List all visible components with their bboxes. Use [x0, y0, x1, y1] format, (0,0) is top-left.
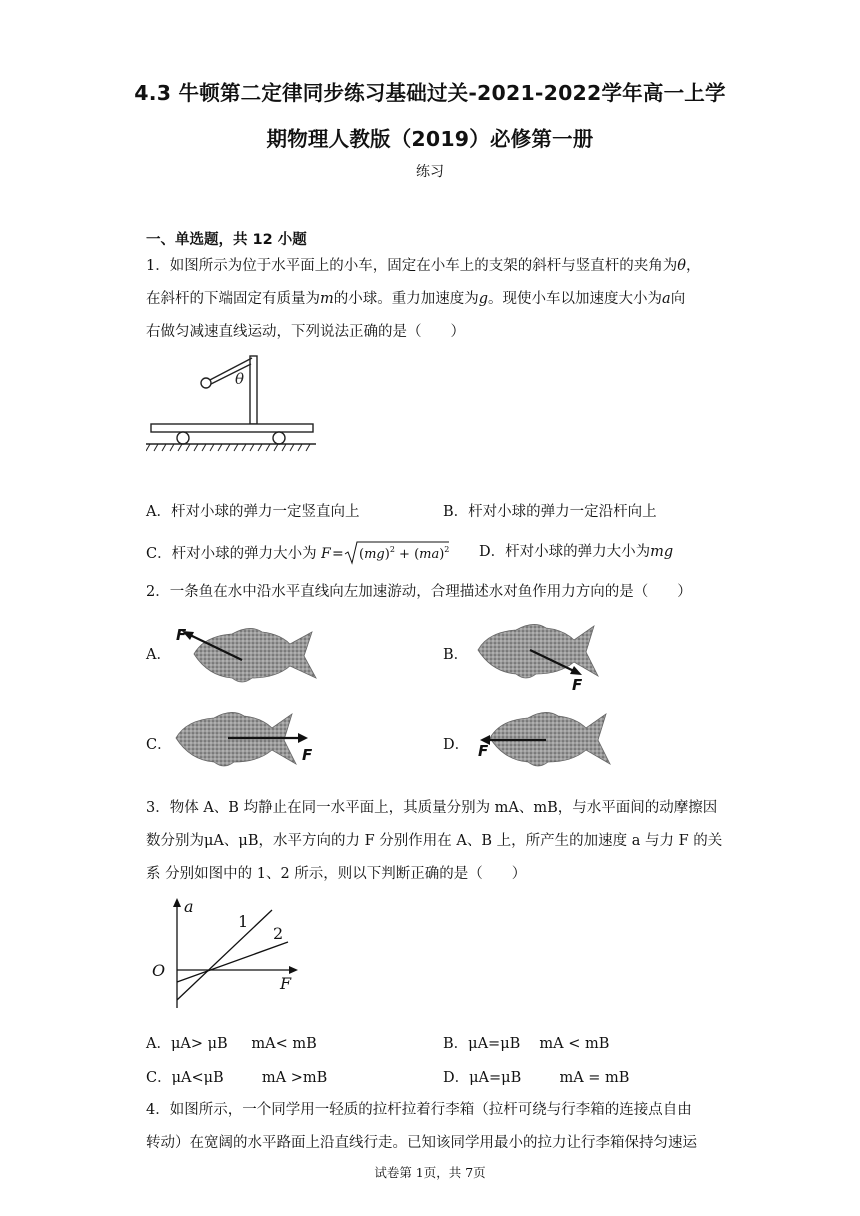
mass-symbol: m	[320, 291, 334, 307]
force-label-c: F	[302, 746, 313, 764]
q3-line-2: 数分别为μA、μB，水平方向的力 F 分别作用在 A、B 上，所产生的加速度 a 与力 F 的关	[146, 833, 723, 849]
q1-option-a: A．杆对小球的弹力一定竖直向上	[146, 504, 360, 520]
cart-figure	[146, 350, 316, 460]
q4-line-1: 4．如图所示，一个同学用一轻质的拉杆拉着行李箱（拉杆可绕与行李箱的连接点自由	[146, 1102, 692, 1118]
q1-text: 在斜杆的下端固定有质量为	[146, 291, 320, 307]
q1-text: 的小球。重力加速度为	[333, 291, 479, 307]
q1-option-d	[479, 540, 673, 561]
force-label-d: F	[478, 742, 489, 760]
q3-line-3: 系 分别如图中的 1、2 所示，则以下判断正确的是（ ）	[146, 866, 527, 882]
fish-icon	[194, 628, 316, 682]
q3-line-1: 3．物体 A、B 均静止在同一水平面上，其质量分别为 mA、mB，与水平面间的动摩擦因	[146, 800, 718, 816]
svg-text:=: =	[332, 546, 344, 562]
fish-c-figure	[172, 704, 332, 774]
q1-option-d-formula: mg	[650, 544, 674, 560]
q3-option-a: A．μA> μB mA< mB	[146, 1036, 317, 1052]
accel-symbol: a	[662, 291, 671, 307]
x-axis-label: F	[280, 974, 292, 993]
title-line-1: 4.3 牛顿第二定律同步练习基础过关-2021-2022学年高一上学	[134, 81, 726, 105]
q1-line-2	[146, 287, 685, 308]
q3-option-c: C．μA<μB mA >mB	[146, 1070, 328, 1086]
q1-option-c	[146, 540, 449, 566]
page-footer: 试卷第 1页，共 7页	[374, 1165, 486, 1180]
origin-label: O	[152, 961, 166, 980]
af-graph	[146, 896, 306, 1016]
q2-option-a: A．	[146, 647, 171, 663]
force-label-b: F	[572, 676, 583, 694]
q3-option-d: D．μA=μB mA = mB	[443, 1070, 630, 1086]
q1-option-d-text: D．杆对小球的弹力大小为	[479, 544, 651, 560]
line-1-label: 1	[238, 912, 249, 931]
section-heading: 一、单选题，共 12 小题	[146, 232, 307, 248]
svg-text:(mg)2 + (ma)2: (mg)$^2$ + (ma)$^2$	[359, 545, 450, 562]
gravity-symbol: g	[478, 291, 489, 307]
q1-option-c-formula	[321, 540, 449, 566]
q1-text: ，	[685, 258, 701, 274]
theta-symbol: θ	[677, 258, 686, 274]
fish-icon	[176, 712, 296, 766]
q2-option-c: C．	[146, 737, 172, 753]
q1-text: 1．如图所示为位于水平面上的小车，固定在小车上的支架的斜杆与竖直杆的夹角为	[146, 258, 678, 274]
q2-option-b: B．	[443, 647, 469, 663]
force-label-a: F	[176, 626, 187, 644]
q1-option-b: B．杆对小球的弹力一定沿杆向上	[443, 504, 657, 520]
title-line-2: 期物理人教版（2019）必修第一册	[266, 127, 594, 151]
theta-label: θ	[235, 370, 245, 388]
q1-option-c-text: C．杆对小球的弹力大小为	[146, 546, 317, 562]
q1-line-3: 右做匀减速直线运动，下列说法正确的是（ ）	[146, 324, 465, 340]
svg-text:F: F	[321, 546, 331, 562]
fish-d-figure	[470, 704, 630, 774]
q3-option-b: B．μA=μB mA < mB	[443, 1036, 610, 1052]
q1-text: 。现使小车以加速度大小为	[488, 291, 663, 307]
y-axis-label: a	[184, 897, 194, 916]
q2-stem: 2．一条鱼在水中沿水平直线向左加速游动，合理描述水对鱼作用力方向的是（ ）	[146, 584, 692, 600]
line-2-label: 2	[273, 924, 284, 943]
q1-line-1	[146, 254, 700, 275]
q1-text: 向	[670, 291, 686, 307]
fish-a-figure	[172, 618, 322, 690]
subtitle: 练习	[416, 164, 444, 180]
q2-option-d: D．	[443, 737, 470, 753]
q4-line-2: 转动）在宽阔的水平路面上沿直线行走。已知该同学用最小的拉力让行李箱保持匀速运	[146, 1135, 697, 1151]
fish-icon	[478, 624, 598, 678]
fish-b-figure	[470, 614, 620, 694]
